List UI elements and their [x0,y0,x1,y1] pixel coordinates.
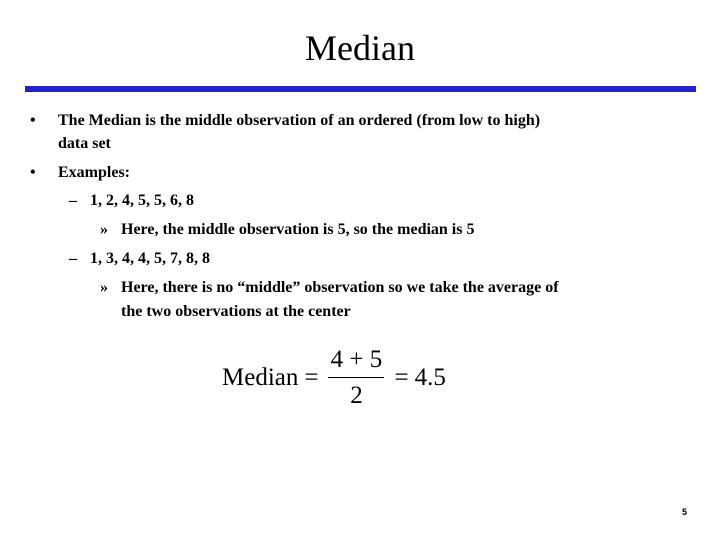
sub-bullet-marker: – [69,192,77,209]
bullet-marker: • [30,112,36,129]
bullet-text-line: The Median is the middle observation of an ordered (from low to high) [58,112,541,129]
page-title: Median [305,28,415,68]
formula-denominator: 2 [350,382,363,409]
fraction-bar [328,377,384,378]
formula-lhs: Median [222,364,299,391]
example-note-line: Here, the middle observation is 5, so the median is 5 [121,221,475,238]
formula-equals: = [304,364,319,391]
sub-bullet-marker: – [69,250,77,267]
title-divider [25,86,696,92]
note-marker: » [100,279,108,296]
example-data: 1, 3, 4, 4, 5, 7, 8, 8 [90,250,210,267]
formula-numerator: 4 + 5 [330,346,383,373]
bullet-text-line: Examples: [58,164,130,181]
example-data: 1, 2, 4, 5, 5, 6, 8 [90,192,194,209]
formula-fraction [328,346,384,410]
page-number: 5 [682,507,688,517]
bullet-text-line: data set [58,135,111,152]
example-note-line: Here, there is no “middle” observation so we take the average of [121,279,559,296]
bullet-marker: • [30,164,36,181]
formula-result: 4.5 [414,364,446,391]
formula-equals: = [394,364,409,391]
median-formula [222,343,446,413]
example-note-line: the two observations at the center [121,303,351,320]
note-marker: » [100,221,108,238]
